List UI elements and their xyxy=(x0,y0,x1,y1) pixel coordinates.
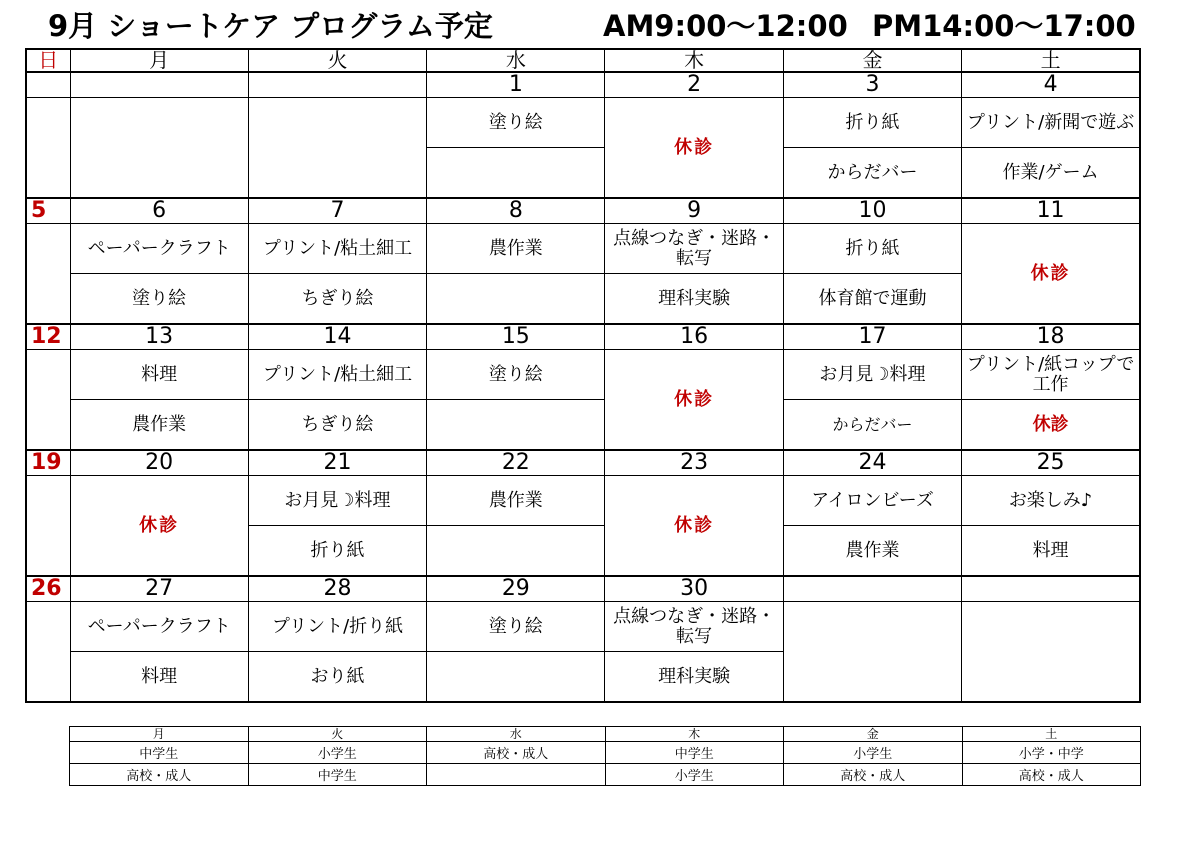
legend-day: 木 xyxy=(605,727,784,742)
weekday-wed: 水 xyxy=(427,49,605,72)
date-cell: 15 xyxy=(427,324,605,350)
activity-am: 点線つなぎ・迷路・転写 xyxy=(605,224,783,274)
activity-pm: からだバー xyxy=(783,400,961,451)
legend-group: 高校・成人 xyxy=(70,764,249,786)
week-1-dates xyxy=(26,72,1140,98)
week-3-am xyxy=(26,350,1140,400)
date-cell: 4 xyxy=(962,72,1140,98)
activity-am: プリント/粘土細工 xyxy=(248,350,426,400)
weekday-sat: 土 xyxy=(962,49,1140,72)
activity-am: 塗り絵 xyxy=(427,98,605,148)
date-cell: 29 xyxy=(427,576,605,602)
closed-label: 休診 xyxy=(962,224,1140,325)
activity-am: 農作業 xyxy=(427,476,605,526)
sunday-date: 26 xyxy=(26,576,70,602)
date-cell xyxy=(783,576,961,602)
activity-am: お月見☽料理 xyxy=(783,350,961,400)
week-3-pm xyxy=(26,400,1140,451)
date-cell: 8 xyxy=(427,198,605,224)
date-cell: 30 xyxy=(605,576,783,602)
activity-am: 農作業 xyxy=(427,224,605,274)
date-cell: 16 xyxy=(605,324,783,350)
weekday-header-row xyxy=(26,49,1140,72)
date-cell: 11 xyxy=(962,198,1140,224)
sunday-blank xyxy=(26,350,70,451)
am-hours: AM9:00〜12:00 xyxy=(603,9,848,43)
week-4-dates xyxy=(26,450,1140,476)
activity-cell xyxy=(248,98,426,199)
week-2-dates xyxy=(26,198,1140,224)
activity-pm: 体育館で運動 xyxy=(783,274,961,325)
closed-label: 休診 xyxy=(962,400,1140,451)
sunday-date xyxy=(26,72,70,98)
date-cell: 7 xyxy=(248,198,426,224)
date-cell: 28 xyxy=(248,576,426,602)
closed-label: 休診 xyxy=(605,350,783,451)
weekday-fri: 金 xyxy=(783,49,961,72)
legend-day: 火 xyxy=(248,727,427,742)
activity-cell xyxy=(70,98,248,199)
legend-group: 中学生 xyxy=(605,742,784,764)
pm-hours: PM14:00〜17:00 xyxy=(872,9,1136,43)
date-cell: 2 xyxy=(605,72,783,98)
date-cell: 20 xyxy=(70,450,248,476)
activity-pm: ちぎり絵 xyxy=(248,400,426,451)
weekday-tue: 火 xyxy=(248,49,426,72)
date-cell: 21 xyxy=(248,450,426,476)
sunday-blank xyxy=(26,602,70,703)
date-cell xyxy=(962,576,1140,602)
activity-pm: 農作業 xyxy=(70,400,248,451)
week-5-dates xyxy=(26,576,1140,602)
activity-am: ペーパークラフト xyxy=(70,224,248,274)
legend-group: 高校・成人 xyxy=(962,764,1141,786)
sunday-blank xyxy=(26,98,70,199)
closed-label: 休診 xyxy=(605,98,783,199)
legend-group: 小学・中学 xyxy=(962,742,1141,764)
activity-pm xyxy=(427,148,605,199)
weekday-mon: 月 xyxy=(70,49,248,72)
activity-pm: からだバー xyxy=(783,148,961,199)
activity-am: アイロンビーズ xyxy=(783,476,961,526)
activity-pm xyxy=(427,400,605,451)
weekday-sun: 日 xyxy=(26,49,70,72)
date-cell: 9 xyxy=(605,198,783,224)
week-1-am xyxy=(26,98,1140,148)
week-5-am xyxy=(26,602,1140,652)
activity-am: お月見☽料理 xyxy=(248,476,426,526)
legend-day: 月 xyxy=(70,727,249,742)
activity-pm: 料理 xyxy=(70,652,248,703)
calendar-grid xyxy=(25,48,1141,703)
activity-pm: 料理 xyxy=(962,526,1140,577)
legend-group: 中学生 xyxy=(70,742,249,764)
sunday-blank xyxy=(26,476,70,577)
date-cell: 25 xyxy=(962,450,1140,476)
legend-group: 高校・成人 xyxy=(427,742,606,764)
activity-am: お楽しみ♪ xyxy=(962,476,1140,526)
activity-am: 塗り絵 xyxy=(427,350,605,400)
sunday-blank xyxy=(26,224,70,325)
weekday-thu: 木 xyxy=(605,49,783,72)
empty-cell xyxy=(962,602,1140,703)
activity-pm: 理科実験 xyxy=(605,652,783,703)
activity-pm xyxy=(427,526,605,577)
legend-group: 小学生 xyxy=(784,742,963,764)
group-legend-table xyxy=(69,726,1141,786)
activity-pm: 折り紙 xyxy=(248,526,426,577)
closed-label: 休診 xyxy=(605,476,783,577)
date-cell: 3 xyxy=(783,72,961,98)
date-cell: 27 xyxy=(70,576,248,602)
sunday-date: 12 xyxy=(26,324,70,350)
activity-am: ペーパークラフト xyxy=(70,602,248,652)
activity-pm: ちぎり絵 xyxy=(248,274,426,325)
activity-am: 点線つなぎ・迷路・転写 xyxy=(605,602,783,652)
date-cell: 17 xyxy=(783,324,961,350)
date-cell: 13 xyxy=(70,324,248,350)
legend-pm-row xyxy=(70,764,1141,786)
date-cell: 1 xyxy=(427,72,605,98)
legend-group: 小学生 xyxy=(605,764,784,786)
date-cell: 6 xyxy=(70,198,248,224)
date-cell: 10 xyxy=(783,198,961,224)
activity-pm: 農作業 xyxy=(783,526,961,577)
week-3-dates xyxy=(26,324,1140,350)
activity-pm: おり紙 xyxy=(248,652,426,703)
legend-header-row xyxy=(70,727,1141,742)
activity-pm xyxy=(427,274,605,325)
legend-group: 中学生 xyxy=(248,764,427,786)
legend-group: 高校・成人 xyxy=(784,764,963,786)
activity-pm xyxy=(427,652,605,703)
date-cell: 18 xyxy=(962,324,1140,350)
empty-cell xyxy=(783,602,961,703)
date-cell: 24 xyxy=(783,450,961,476)
activity-pm: 作業/ゲーム xyxy=(962,148,1140,199)
date-cell: 14 xyxy=(248,324,426,350)
sunday-date: 19 xyxy=(26,450,70,476)
legend-am-row xyxy=(70,742,1141,764)
activity-am: プリント/紙コップで工作 xyxy=(962,350,1140,400)
legend-group: 小学生 xyxy=(248,742,427,764)
date-cell: 22 xyxy=(427,450,605,476)
activity-am: 料理 xyxy=(70,350,248,400)
week-2-am xyxy=(26,224,1140,274)
legend-group xyxy=(427,764,606,786)
activity-pm: 塗り絵 xyxy=(70,274,248,325)
date-cell xyxy=(248,72,426,98)
legend-day: 水 xyxy=(427,727,606,742)
date-cell xyxy=(70,72,248,98)
closed-label: 休診 xyxy=(70,476,248,577)
sunday-date: 5 xyxy=(26,198,70,224)
activity-am: 折り紙 xyxy=(783,98,961,148)
page-title: 9月 ショートケア プログラム予定 xyxy=(48,9,493,43)
activity-am: 折り紙 xyxy=(783,224,961,274)
legend-day: 土 xyxy=(962,727,1141,742)
activity-am: プリント/折り紙 xyxy=(248,602,426,652)
activity-am: プリント/新聞で遊ぶ xyxy=(962,98,1140,148)
activity-am: プリント/粘土細工 xyxy=(248,224,426,274)
activity-am: 塗り絵 xyxy=(427,602,605,652)
week-4-am xyxy=(26,476,1140,526)
legend-day: 金 xyxy=(784,727,963,742)
activity-pm: 理科実験 xyxy=(605,274,783,325)
date-cell: 23 xyxy=(605,450,783,476)
